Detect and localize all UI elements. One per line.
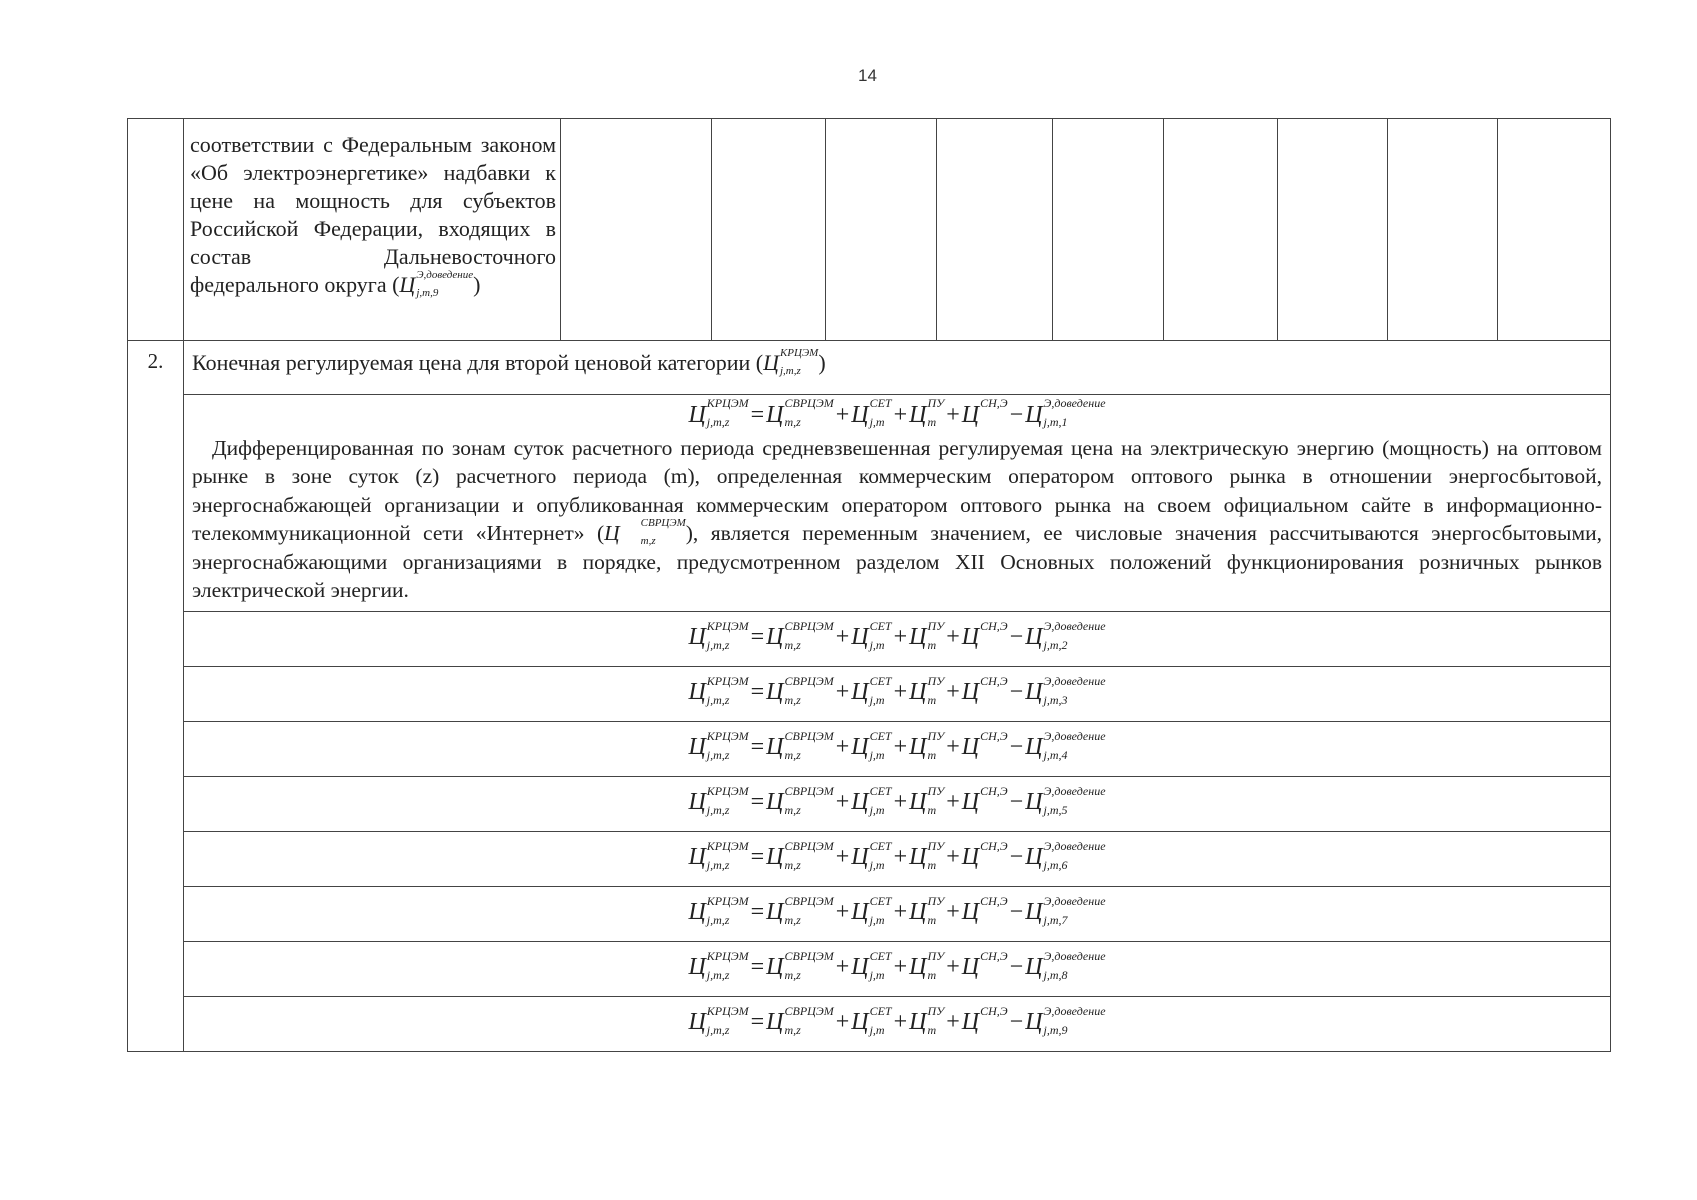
section-title-formula: Ц КРЦЭМ j,m,z (763, 346, 819, 377)
formula-operator: = (750, 899, 765, 926)
formula-term: Ц СВРЦЭМ m,z (766, 838, 834, 872)
formula-operator: + (893, 1009, 908, 1036)
formula-term: Ц СВРЦЭМ m,z (766, 728, 834, 762)
formula-operator: + (946, 402, 960, 428)
formula-operator: − (1009, 734, 1024, 761)
section-title: Конечная регулируемая цена для второй ценовой категории (Ц КРЦЭМ j,m,z ) (184, 341, 1611, 395)
formula-term: Ц ПУ m (909, 838, 945, 872)
formula (688, 1003, 1106, 1037)
formula-term: Ц СЕТ j,m (851, 618, 892, 652)
formula-operator: − (1009, 899, 1024, 926)
formula-operator: + (946, 899, 960, 926)
formula-term: Ц СН,Э (961, 728, 1008, 761)
value-cell (1053, 119, 1164, 341)
formula-cell (184, 831, 1611, 886)
formula-term: Ц СН,Э (961, 396, 1008, 428)
formula-operator: − (1009, 789, 1024, 816)
formula-term: Ц ПУ m (909, 893, 945, 927)
formula (688, 728, 1106, 762)
formula-term: Ц СВРЦЭМ m,z (766, 618, 834, 652)
formula-term: Ц ПУ m (909, 728, 945, 762)
value-cell (561, 119, 712, 341)
formula-cell (184, 886, 1611, 941)
value-cell (937, 119, 1053, 341)
formula-term: Ц КРЦЭМ j,m,z (688, 396, 749, 430)
formula-cell (184, 721, 1611, 776)
formula-explanation-cell (184, 395, 1611, 612)
formula-term: Ц КРЦЭМ j,m,z (688, 1003, 749, 1037)
formula-operator: + (835, 402, 850, 428)
formula-operator: + (835, 624, 850, 651)
formula-term: Ц СЕТ j,m (851, 673, 892, 707)
formula (688, 783, 1106, 817)
formula-term: Ц КРЦЭМ j,m,z (688, 893, 749, 927)
formula-cell (184, 996, 1611, 1051)
formula-term: Ц Э,доведение j,m,1 (1025, 396, 1106, 430)
formula-operator: + (893, 624, 908, 651)
formula-operator: + (893, 954, 908, 981)
formula-term: Ц ПУ m (909, 783, 945, 817)
table-row (128, 721, 1611, 776)
formula-term: Ц СН,Э (961, 673, 1008, 706)
formula-cell (184, 941, 1611, 996)
formula-operator: + (946, 734, 960, 761)
formula-term: Ц СЕТ j,m (851, 783, 892, 817)
formula-term: Ц СВРЦЭМ m,z (766, 948, 834, 982)
explanation-text: Дифференцированная по зонам суток расчетного периода средневзвешенная регулируемая цена на электрическую энергию (мощность) на оптовом рынке в зоне суток (z) расчетного периода (m), определенная коммерческим оператором оптового рынка в отношении энергосбытовой, энергоснабжающей организации и опубликованная коммерческим оператором оптового рынка на своем официальном сайте в информационно-телекоммуникационной сети «Интернет» (Ц СВРЦЭМ m,z ), является переменным значением, ее числовые значения рассчитываются энергосбытовыми, энергоснабжающими организациями в порядке, предусмотренном разделом XII Основных положений функционирования розничных рынков электрической энергии. (192, 435, 1602, 602)
value-cell (1498, 119, 1611, 341)
formula-operator: + (893, 844, 908, 871)
formula-operator: + (946, 1009, 960, 1036)
formula-term: Ц СН,Э (961, 1003, 1008, 1036)
table-row (128, 666, 1611, 721)
formula-term: Ц ПУ m (909, 396, 945, 430)
formula-operator: − (1009, 1009, 1024, 1036)
formula-operator: + (893, 402, 908, 428)
formula-term: Ц Э,доведение j,m,9 (1025, 1003, 1106, 1037)
formula-term: Ц Э,доведение j,m,4 (1025, 728, 1106, 762)
formula-term: Ц КРЦЭМ j,m,z (688, 783, 749, 817)
formula-term: Ц КРЦЭМ j,m,z (688, 948, 749, 982)
formula (688, 948, 1106, 982)
formula-operator: = (750, 679, 765, 706)
formula-term: Ц СЕТ j,m (851, 948, 892, 982)
formula-operator: + (835, 954, 850, 981)
formula-operator: − (1009, 624, 1024, 651)
table-row (128, 119, 1611, 341)
formula-term: Ц КРЦЭМ j,m,z (688, 673, 749, 707)
formula-operator: + (893, 679, 908, 706)
table-row (128, 341, 1611, 395)
number-cell (128, 119, 184, 341)
description-cell: соответствии с Федеральным законом «Об электроэнергетике» надбавки к цене на мощность для субъектов Российской Федерации, входящих в состав Дальневосточного федерального округа (Ц Э,доведение j,m,9 ) (184, 119, 561, 341)
value-cell (826, 119, 937, 341)
formula-term: Ц Э,доведение j,m,6 (1025, 838, 1106, 872)
formula-operator: + (835, 899, 850, 926)
description-formula: Ц Э,доведение j,m,9 (399, 268, 474, 299)
formula-operator: + (835, 679, 850, 706)
formula-term: Ц СВРЦЭМ m,z (766, 673, 834, 707)
formula-operator: − (1009, 679, 1024, 706)
value-cell (712, 119, 826, 341)
formula-cell (184, 776, 1611, 831)
page-number: 14 (858, 66, 877, 85)
formula (688, 673, 1106, 707)
formula-operator: + (835, 1009, 850, 1036)
formula-term: Ц СВРЦЭМ m,z (766, 1003, 834, 1037)
formula-operator: = (750, 734, 765, 761)
formula-operator: + (946, 844, 960, 871)
formula-term: Ц Э,доведение j,m,8 (1025, 948, 1106, 982)
formula-term: Ц СЕТ j,m (851, 1003, 892, 1037)
table-row (128, 776, 1611, 831)
formula-operator: + (893, 899, 908, 926)
table-row (128, 611, 1611, 666)
formula-operator: − (1009, 954, 1024, 981)
formula-term: Ц СЕТ j,m (851, 893, 892, 927)
formula-term: Ц СВРЦЭМ m,z (766, 396, 834, 430)
formula-operator: = (750, 789, 765, 816)
formula-cell (184, 611, 1611, 666)
formula-operator: + (946, 624, 960, 651)
value-cell (1164, 119, 1278, 341)
formula-operator: − (1009, 402, 1024, 428)
table-row (128, 831, 1611, 886)
formula (688, 396, 1106, 430)
formula-term: Ц ПУ m (909, 1003, 945, 1037)
formula-term: Ц Э,доведение j,m,7 (1025, 893, 1106, 927)
formula-term: Ц СВРЦЭМ m,z (766, 783, 834, 817)
formula-term: Ц СЕТ j,m (851, 728, 892, 762)
description-text: соответствии с Федеральным законом «Об электроэнергетике» надбавки к цене на мощность для субъектов Российской Федерации, входящих в состав Дальневосточного федерального округа ( (190, 132, 556, 297)
formula-operator: = (750, 402, 765, 428)
formula-term: Ц СН,Э (961, 838, 1008, 871)
formula-operator: + (835, 844, 850, 871)
formula-term: Ц СЕТ j,m (851, 838, 892, 872)
formula-term: Ц КРЦЭМ j,m,z (688, 618, 749, 652)
formula-operator: + (893, 734, 908, 761)
formula-operator: + (946, 789, 960, 816)
formula-cell (184, 666, 1611, 721)
formula (688, 893, 1106, 927)
formula-term: Ц ПУ m (909, 948, 945, 982)
formula-term: Ц СН,Э (961, 783, 1008, 816)
formula-term: Ц Э,доведение j,m,3 (1025, 673, 1106, 707)
formula-operator: + (835, 789, 850, 816)
table-row (128, 996, 1611, 1051)
formula-operator: + (835, 734, 850, 761)
table-row (128, 886, 1611, 941)
formula (688, 838, 1106, 872)
formula-term: Ц СЕТ j,m (851, 396, 892, 430)
formula-term: Ц Э,доведение j,m,5 (1025, 783, 1106, 817)
formula-term: Ц СН,Э (961, 893, 1008, 926)
formula-operator: + (893, 789, 908, 816)
formula-term: Ц СН,Э (961, 948, 1008, 981)
value-cell (1278, 119, 1388, 341)
formula-operator: = (750, 624, 765, 651)
formula-operator: = (750, 954, 765, 981)
formula-term: Ц СВРЦЭМ m,z (766, 893, 834, 927)
formula-operator: − (1009, 844, 1024, 871)
formula-term: Ц КРЦЭМ j,m,z (688, 728, 749, 762)
value-cell (1388, 119, 1498, 341)
table-row (128, 395, 1611, 612)
formula-operator: + (946, 679, 960, 706)
formula-term: Ц ПУ m (909, 618, 945, 652)
formula-term: Ц КРЦЭМ j,m,z (688, 838, 749, 872)
table-row (128, 941, 1611, 996)
formula (688, 618, 1106, 652)
formula-term: Ц ПУ m (909, 673, 945, 707)
formula-operator: = (750, 844, 765, 871)
formula-operator: = (750, 1009, 765, 1036)
formula-term: Ц Э,доведение j,m,2 (1025, 618, 1106, 652)
formula-term: Ц СН,Э (961, 618, 1008, 651)
formula-operator: + (946, 954, 960, 981)
section-number: 2. (128, 341, 184, 1052)
tariff-table (127, 118, 1611, 1052)
